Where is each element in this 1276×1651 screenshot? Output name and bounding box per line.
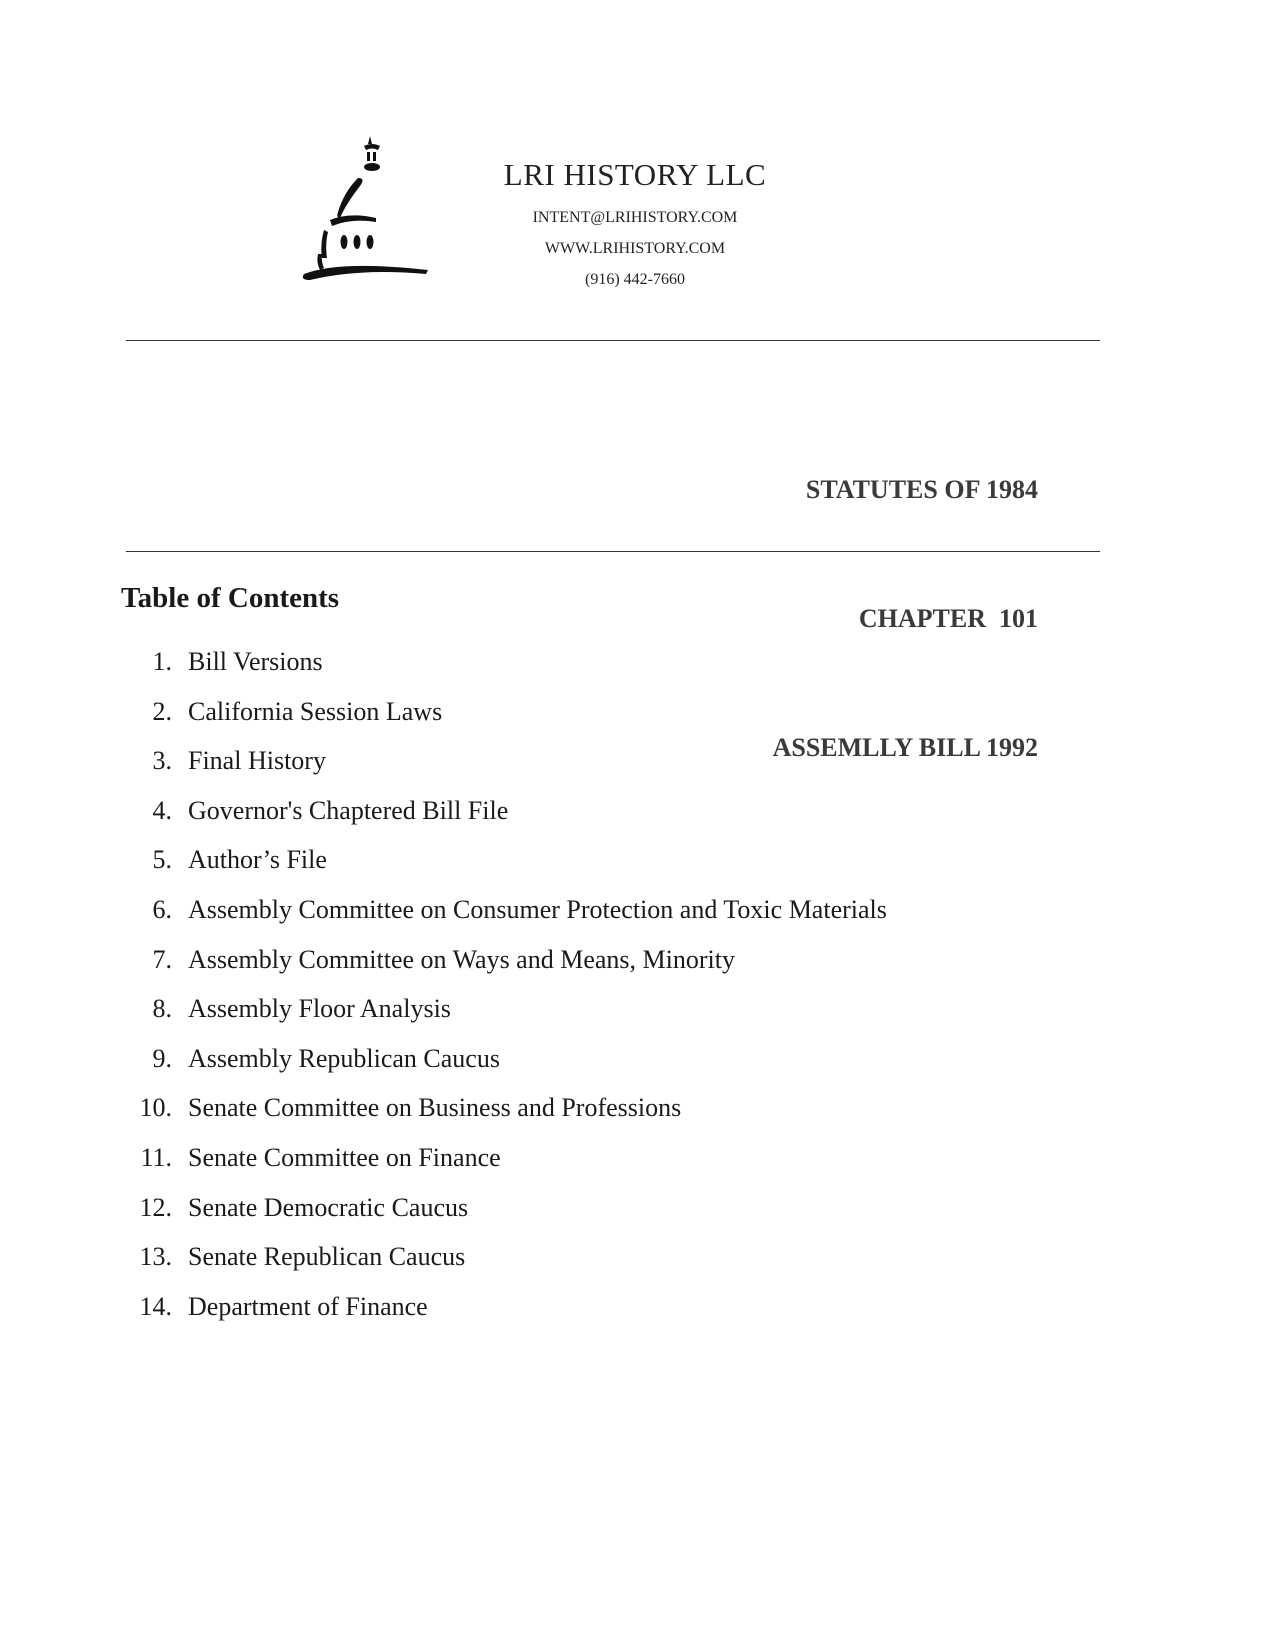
toc-item (120, 746, 887, 796)
toc-item (120, 845, 887, 895)
toc-item-number: 2. (152, 696, 172, 726)
toc-item-number: 6. (152, 894, 172, 924)
toc-item-number: 10. (139, 1093, 172, 1123)
toc-item-label: Governor's Chaptered Bill File (188, 795, 509, 825)
toc-item-label: Senate Committee on Finance (188, 1142, 501, 1172)
toc-item-label: Department of Finance (188, 1291, 428, 1321)
toc-item (120, 994, 887, 1044)
toc-item-label: Author’s File (188, 845, 327, 875)
chapter-line: CHAPTER 101 (858, 604, 1038, 633)
capitol-dome-logo-icon (300, 134, 440, 294)
bill-line: ASSEMLLY BILL 1992 (772, 733, 1038, 762)
toc-item (120, 1143, 887, 1193)
bottom-divider (126, 551, 1100, 552)
toc-list (120, 647, 887, 1341)
toc-item (120, 1093, 887, 1143)
toc-item-number: 1. (152, 647, 172, 676)
toc-item-label: Assembly Floor Analysis (188, 994, 451, 1024)
toc-item (120, 1292, 887, 1342)
toc-item-number: 3. (152, 746, 172, 776)
toc-item (120, 1193, 887, 1243)
toc-item-label: California Session Laws (188, 696, 443, 726)
toc-heading: Table of Contents (121, 582, 340, 614)
toc-item-number: 4. (152, 795, 172, 825)
toc-item (120, 1242, 887, 1292)
toc-item-label: Senate Republican Caucus (188, 1242, 466, 1272)
top-divider (126, 340, 1100, 341)
toc-item-number: 5. (152, 845, 172, 875)
toc-item-label: Senate Committee on Business and Professions (188, 1093, 682, 1123)
toc-item (120, 1044, 887, 1094)
toc-item-number: 7. (152, 944, 172, 974)
toc-item-label: Assembly Committee on Consumer Protection and Toxic Materials (188, 894, 887, 924)
toc-item-number: 8. (152, 994, 172, 1024)
toc-item-label: Assembly Committee on Ways and Means, Minority (188, 944, 735, 974)
toc-item (120, 647, 887, 697)
phone-number: (916) 442-7660 (585, 271, 685, 289)
toc-item-number: 9. (152, 1043, 172, 1073)
letterhead (440, 158, 830, 295)
toc-item-label: Final History (188, 746, 326, 776)
toc-item-number: 12. (139, 1192, 172, 1222)
company-name: LRI HISTORY LLC (503, 157, 767, 192)
toc-item-number: 14. (139, 1291, 172, 1321)
toc-item-label: Assembly Republican Caucus (188, 1043, 500, 1073)
toc-item-label: Bill Versions (188, 647, 323, 676)
toc-item-number: 13. (139, 1242, 172, 1272)
toc-item (120, 796, 887, 846)
email-address: INTENT@LRIHISTORY.COM (532, 209, 738, 227)
toc-item (120, 895, 887, 945)
website-address: WWW.LRIHISTORY.COM (544, 240, 726, 258)
statutes-line: STATUTES OF 1984 (805, 475, 1038, 504)
toc-item-number: 11. (140, 1142, 172, 1172)
toc-item (120, 945, 887, 995)
toc-item (120, 697, 887, 747)
toc-item-label: Senate Democratic Caucus (188, 1192, 469, 1222)
